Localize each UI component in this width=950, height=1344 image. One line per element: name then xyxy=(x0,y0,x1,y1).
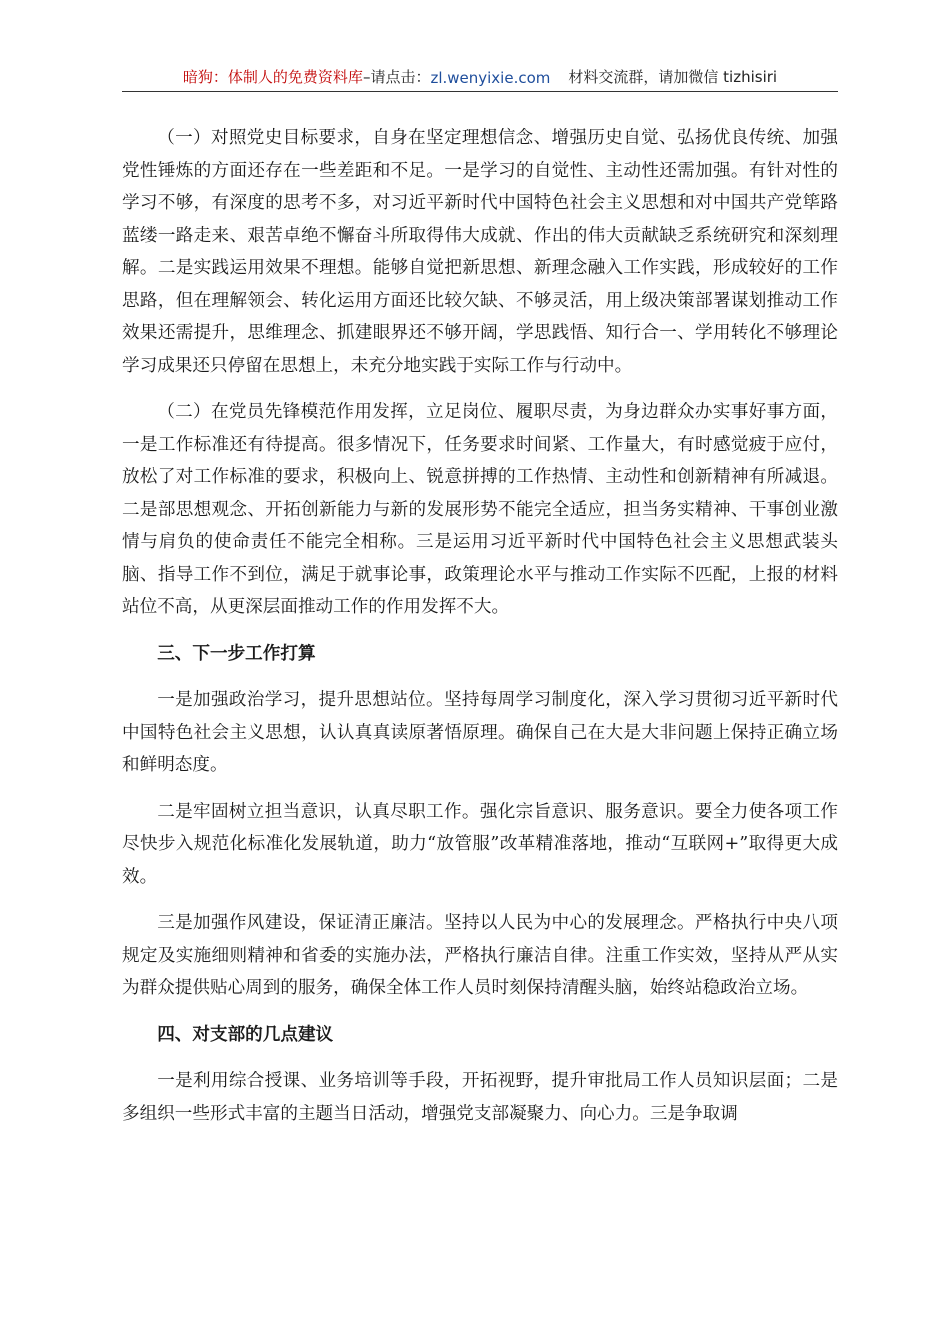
paragraph: 一是利用综合授课、业务培训等手段，开拓视野，提升审批局工作人员知识层面；二是多组织一些形式丰富的主题当日活动，增强党支部凝聚力、向心力。三是争取调 xyxy=(122,1071,838,1124)
header-link[interactable]: zl.wenyixie.com xyxy=(430,69,551,87)
paragraph: 二是牢固树立担当意识，认真尽职工作。强化宗旨意识、服务意识。要全力使各项工作尽快步入规范化标准化发展轨道，助力“放管服”改革精准落地，推动“互联网+”取得更大成效。 xyxy=(122,801,838,887)
paragraph: （一）对照党史目标要求，自身在坚定理想信念、增强历史自觉、弘扬优良传统、加强党性锤炼的方面还存在一些差距和不足。一是学习的自觉性、主动性还需加强。有针对性的学习不够，有深度的思考不多，对习近平新时代中国特色社会主义思想和对中国共产党筚路蓝缕一路走来、艰苦卓绝不懈奋斗所取得伟大成就、作出的伟大贡献缺乏系统研究和深刻理解。二是实践运用效果不理想。能够自觉把新思想、新理念融入工作实践，形成较好的工作思路，但在理解领会、转化运用方面还比较欠缺、不够灵活，用上级决策部署谋划推动工作效果还需提升，思维理念、抓建眼界还不够开阔，学思践悟、知行合一、学用转化不够理论学习成果还只停留在思想上，未充分地实践于实际工作与行动中。 xyxy=(122,128,838,376)
page-header xyxy=(122,68,838,92)
document-body xyxy=(122,122,838,1144)
section-heading: 四、对支部的几点建议 xyxy=(157,1024,334,1045)
header-prompt: –请点击： xyxy=(362,68,431,86)
paragraph: 一是加强政治学习，提升思想站位。坚持每周学习制度化，深入学习贯彻习近平新时代中国特色社会主义思想，认认真真读原著悟原理。确保自己在大是大非问题上保持正确立场和鲜明态度。 xyxy=(122,690,838,775)
paragraph: 三是加强作风建设，保证清正廉洁。坚持以人民为中心的发展理念。严格执行中央八项规定及实施细则精神和省委的实施办法，严格执行廉洁自律。注重工作实效，坚持从严从实为群众提供贴心周到的服务，确保全体工作人员时刻保持清醒头脑，始终站稳政治立场。 xyxy=(122,913,838,998)
paragraph: （二）在党员先锋模范作用发挥，立足岗位、履职尽责，为身边群众办实事好事方面，一是工作标准还有待提高。很多情况下，任务要求时间紧、工作量大，有时感觉疲于应付，放松了对工作标准的要求，积极向上、锐意拼搏的工作热情、主动性和创新精神有所减退。二是部思想观念、开拓创新能力与新的发展形势不能完全适应，担当务实精神、干事创业激情与肩负的使命责任不能完全相称。三是运用习近平新时代中国特色社会主义思想武装头脑、指导工作不到位，满足于就事论事，政策理论水平与推动工作实际不匹配，上报的材料站位不高，从更深层面推动工作的作用发挥不大。 xyxy=(122,402,838,617)
section-heading: 三、下一步工作打算 xyxy=(157,643,316,664)
header-site-name: 暗狗：体制人的免费资料库 xyxy=(182,68,363,86)
header-contact: 材料交流群，请加微信 tizhisiri xyxy=(568,68,778,86)
